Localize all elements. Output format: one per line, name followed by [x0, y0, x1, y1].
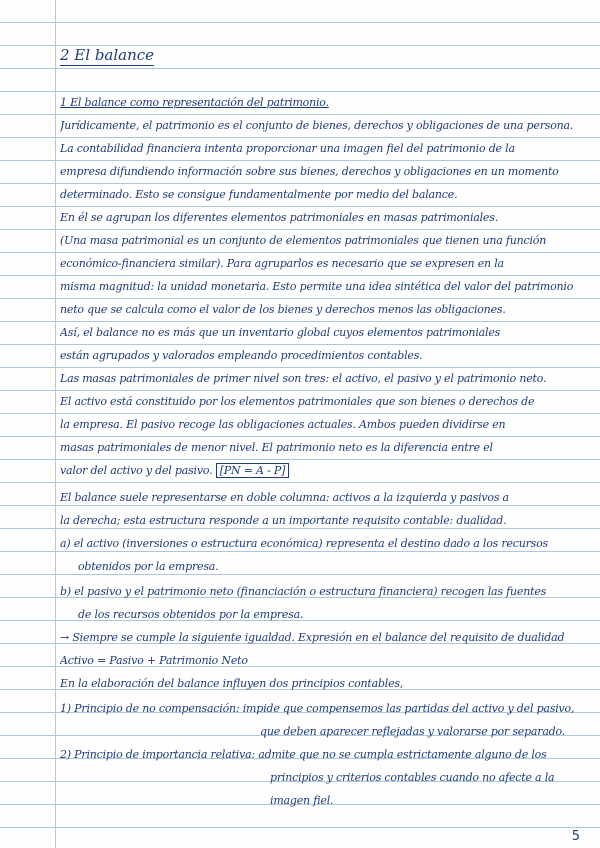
text-line: (Una masa patrimonial es un conjunto de elementos patrimoniales que tienen una función — [60, 234, 547, 247]
margin-line — [55, 0, 56, 848]
text-line: El activo está constituido por los elementos patrimoniales que son bienes o derechos de — [60, 395, 535, 408]
page-title: 2 El balance — [60, 46, 155, 64]
text-line: neto que se calcula como el valor de los bienes y derechos menos las obligaciones. — [60, 303, 506, 316]
text-line: que deben aparecer reflejadas y valorarse por separado. — [260, 725, 566, 738]
text-line: En la elaboración del balance influyen dos principios contables, — [60, 677, 404, 690]
text-line — [60, 463, 289, 479]
text-line: están agrupados y valorados empleando procedimientos contables. — [60, 349, 423, 362]
text-line: La contabilidad financiera intenta proporcionar una imagen fiel del patrimonio de la — [60, 142, 515, 155]
text-line: Jurídicamente, el patrimonio es el conjunto de bienes, derechos y obligaciones de una persona. — [60, 119, 574, 132]
text-line: obtenidos por la empresa. — [78, 560, 219, 573]
text-line: a) el activo (inversiones o estructura económica) representa el destino dado a los recursos — [60, 537, 548, 550]
text-line: empresa difundiendo información sobre sus bienes, derechos y obligaciones en un momento — [60, 165, 559, 178]
page-number: 5 — [571, 829, 580, 844]
text-line: El balance suele representarse en doble columna: activos a la izquierda y pasivos a — [60, 491, 509, 504]
section-heading: 1 El balance como representación del patrimonio. — [60, 96, 329, 109]
text-line: masas patrimoniales de menor nivel. El patrimonio neto es la diferencia entre el — [60, 441, 493, 454]
text-line: principios y criterios contables cuando no afecte a la — [270, 771, 555, 784]
text-line-part: valor del activo y del pasivo. — [60, 464, 213, 477]
text-line: → Siempre se cumple la siguiente igualdad. Expresión en el balance del requisito de dualidad — [60, 631, 565, 644]
text-line: imagen fiel. — [270, 794, 334, 807]
text-line: determinado. Esto se consigue fundamentalmente por medio del balance. — [60, 188, 458, 201]
text-line: Las masas patrimoniales de primer nivel son tres: el activo, el pasivo y el patrimonio neto. — [60, 372, 547, 385]
text-line: Así, el balance no es más que un inventario global cuyos elementos patrimoniales — [60, 326, 501, 339]
text-line: b) el pasivo y el patrimonio neto (financiación o estructura financiera) recogen las fuentes — [60, 585, 547, 598]
text-line: 2) Principio de importancia relativa: admite que no se cumpla estrictamente alguno de los — [60, 748, 547, 761]
text-line: En él se agrupan los diferentes elementos patrimoniales en masas patrimoniales. — [60, 211, 498, 224]
text-line: económico-financiera similar). Para agruparlos es necesario que se expresen en la — [60, 257, 504, 270]
text-line: Activo = Pasivo + Patrimonio Neto — [60, 654, 248, 667]
text-line: misma magnitud: la unidad monetaria. Esto permite una idea sintética del valor del patrimonio — [60, 280, 574, 293]
text-line: de los recursos obtenidos por la empresa. — [78, 608, 304, 621]
text-line: 1) Principio de no compensación: impide que compensemos las partidas del activo y del pasivo, — [60, 702, 575, 715]
text-line: la empresa. El pasivo recoge las obligaciones actuales. Ambos pueden dividirse en — [60, 418, 506, 431]
text-line: la derecha; esta estructura responde a un importante requisito contable: dualidad. — [60, 514, 507, 527]
formula-box: [PN = A - P] — [216, 463, 289, 478]
